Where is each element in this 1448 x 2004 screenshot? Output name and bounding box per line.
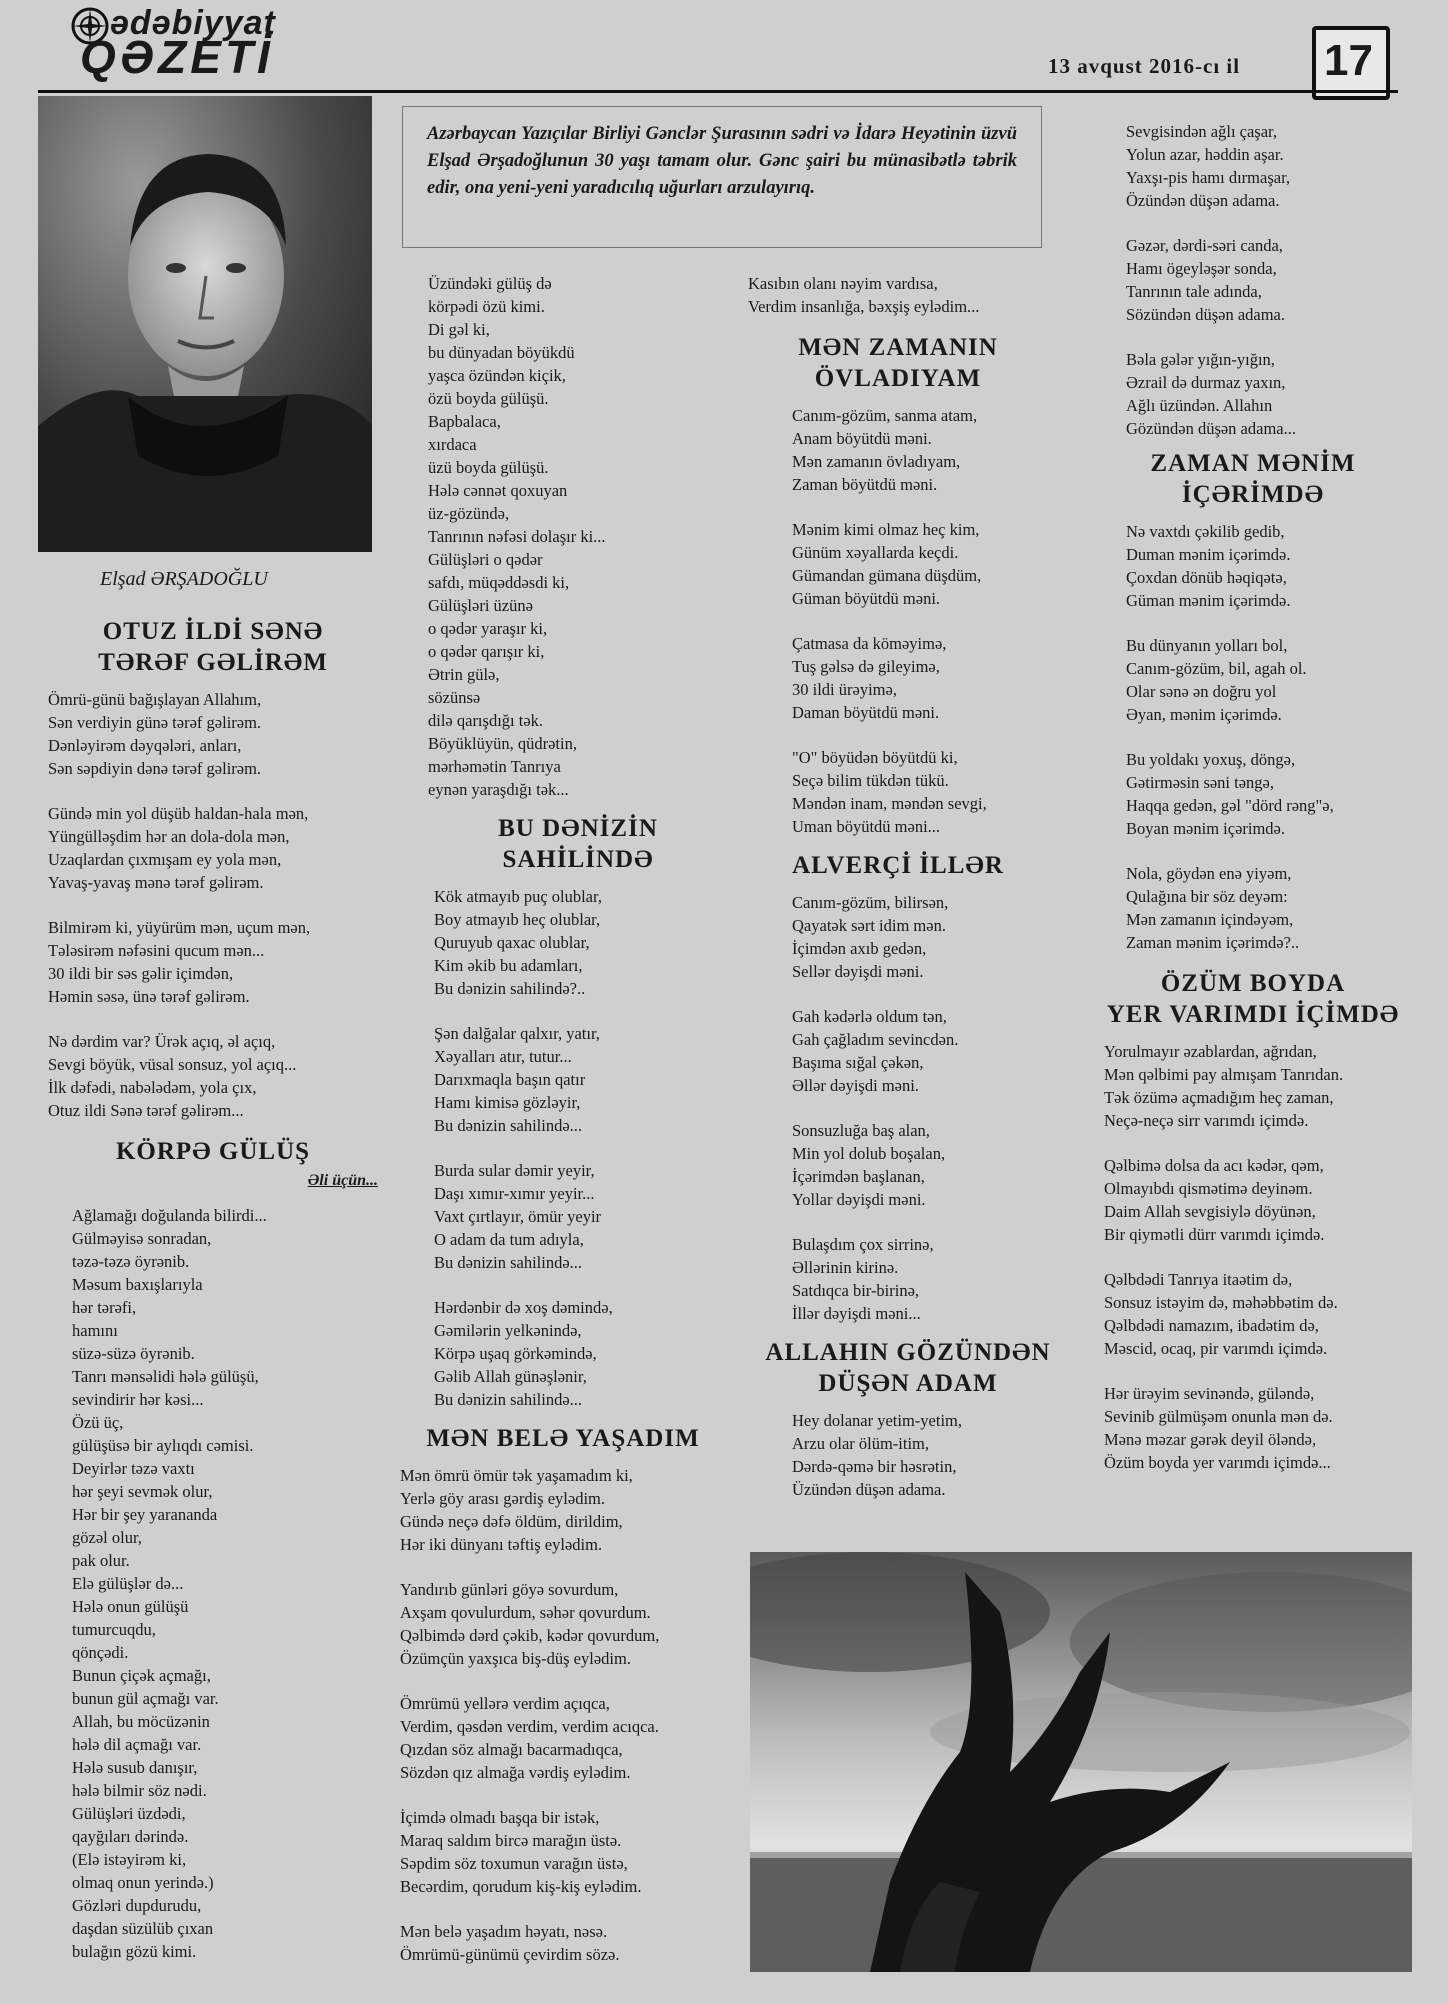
poem-stanza: İçimdə olmadı başqa bir istək, Maraq saldım bircə marağın üstə. Səpdim söz toxumun varağın üstə, Becərdim, qorudum kiş-kiş eylədim. [400,1808,642,1896]
poem-stanza: Bu dünyanın yolları bol, Canım-gözüm, bil, agah ol. Olar sənə ən doğru yol Əyan, mənim içərimdə. [1126,636,1307,724]
page-number-box [1312,26,1390,100]
poem-stanza: Nola, göydən enə yiyəm, Qulağına bir söz deyəm: Mən zamanın içindəyəm, Zaman mənim içərimdə?.. [1126,864,1300,952]
sculpture-photo [750,1552,1412,1972]
poem-dedication: Əli üçün... [307,1172,378,1189]
intro-box: Azərbaycan Yazıçılar Birliyi Gənclər Şurasının sədri və İdarə Heyətinin üzvü Elşad Ərşadoğlunun 30 yaşı tamam olur. Gənc şairi bu münasibətlə təbrik edir, ona yeni-yeni yaradıcılıq uğurları arzulayırıq. [402,106,1042,248]
header-rule [38,90,1398,93]
poem-stanza: Ömrümü yellərə verdim açıqca, Verdim, qəsdən verdim, verdim acıqca. Qızdan söz almağı bacarmadıqca, Sözdən qız almağa vərdiş eylədim. [400,1694,659,1782]
poem-stanza: Mən belə yaşadım həyatı, nəsə. Ömrümü-günümü çevirdim sözə. [400,1922,620,1964]
poem-stanza: Ömrü-günü bağışlayan Allahım, Sən verdiyin günə tərəf gəlirəm. Dənləyirəm dəyqələri, anları, Sən səpdiyin dənə tərəf gəlirəm. [48,690,262,778]
poem-title: OTUZ İLDİ SƏNƏ TƏRƏF GƏLİRƏM [98,618,328,676]
poem-stanza: Burda sular dəmir yeyir, Daşı xımır-xımır yeyir... Vaxt çırtlayır, ömür yeyir O adam da tum adıyla, Bu dənizin sahilində... [434,1161,602,1272]
poem-stanza: Bu yoldakı yoxuş, döngə, Gətirməsin səni təngə, Haqqa gedən, gəl "dörd rəng"ə, Boyan mənim içərimdə. [1126,750,1334,838]
poem-stanza: Bulaşdım çox sirrinə, Əllərinin kirinə. Satdıqca bir-birinə, İllər dəyişdi məni... [792,1235,934,1323]
column-1 [48,616,378,1985]
poem-stanza: "O" böyüdən böyütdü ki, Seçə bilim tükdən tükü. Məndən inam, məndən sevgi, Uman böyütdü məni... [792,748,987,836]
poem-stanza: Sevgisindən ağlı çaşar, Yolun azar, həddin aşar. Yaxşı-pis hamı dırmaşar, Özündən düşən adama. [1126,122,1291,210]
poem-stanza: Nə dərdim var? Ürək açıq, əl açıq, Sevgi böyük, vüsal sonsuz, yol açıq... İlk dəfədi, nabələdəm, yola çıx, Otuz ildi Sənə tərəf gəlirəm... [48,1032,297,1120]
poem-stanza: Yandırıb günləri göyə sovurdum, Axşam qovulurdum, səhər qovurdum. Qəlbimdə dərd çəkib, kədər qovurdum, Özümçün yaxşıca biş-düş eylədim. [400,1580,660,1668]
poem-stanza: Gah kədərlə oldum tən, Gah çağladım sevincdən. Başıma sığal çəkən, Əllər dəyişdi məni. [792,1007,959,1095]
poem-title: MƏN ZAMANIN ÖVLADIYAM [798,334,998,392]
column-2 [400,272,728,1988]
poem-title: BU DƏNİZİN SAHİLİNDƏ [498,815,658,873]
poem-stanza: Gəzər, dərdi-səri canda, Hamı ögeyləşər sonda, Tanrının tale adında, Sözündən düşən adama. [1126,236,1285,324]
poem-stanza: Üzündəki gülüş də körpədi özü kimi. Di gəl ki, bu dünyadan böyükdü yaşca özündən kiçik, özü boyda gülüşü. Bapbalaca, xırdaca üzü boyda gülüşü. Hələ cənnət qoxuyan üz-gözündə, Tanrının nəfəsi dolaşır ki... Gülüşləri o qədər safdı, müqəddəsdi ki, Gülüşləri üzünə o qədər yaraşır ki, o qədər qarışır ki, Ətrin gülə, sözünsə dilə qarışdığı tək. Böyüklüyün, qüdrətin, mərhəmətin Tanrıya eynən yaraşdığı tək... [428,274,606,799]
issue-date: 13 avqust 2016-cı il [1048,54,1241,78]
poem-title: MƏN BELƏ YAŞADIM [426,1425,700,1452]
poem-stanza: Canım-gözüm, bilirsən, Qayatək sərt idim mən. İçimdən axıb gedən, Sellər dəyişdi məni. [792,893,949,981]
poem-stanza: Hərdənbir də xoş dəmində, Gəmilərin yelkənində, Körpə uşaq görkəmində, Gəlib Allah günəşlənir, Bu dənizin sahilində... [434,1298,613,1409]
poem-stanza: Qəlbimə dolsa da acı kədər, qəm, Olmayıbdı qismətimə deyinəm. Daim Allah sevgisiylə döyünən, Bir qiymətli dürr varımdı içimdə. [1104,1156,1325,1244]
page-number: 17 [1324,36,1373,85]
author-photo [38,96,372,552]
poem-stanza: Nə vaxtdı çəkilib gedib, Duman mənim içərimdə. Çoxdan dönüb həqiqətə, Güman mənim içərimdə. [1126,522,1291,610]
poem-stanza: Qəlbdədi Tanrıya itaətim də, Sonsuz istəyim də, məhəbbətim də. Qəlbdədi namazım, ibadətim də, Məscid, ocaq, pir varımdı içimdə. [1104,1270,1338,1358]
poem-stanza: Bəla gələr yığın-yığın, Əzrail də durmaz yaxın, Ağlı üzündən. Allahın Gözündən düşən adama... [1126,350,1296,438]
column-4 [1088,120,1418,1496]
poem-title: ALLAHIN GÖZÜNDƏN DÜŞƏN ADAM [765,1339,1051,1397]
poem-title: ÖZÜM BOYDA YER VARIMDI İÇİMDƏ [1106,970,1400,1028]
poem-stanza: Mənim kimi olmaz heç kim, Günüm xəyallarda keçdi. Gümandan gümana düşdüm, Güman böyütdü məni. [792,520,982,608]
poem-stanza: Gündə min yol düşüb haldan-hala mən, Yüngülləşdim hər an dola-dola mən, Uzaqlardan çıxmışam ey yola mən, Yavaş-yavaş mənə tərəf gəlirəm. [48,804,309,892]
poem-title: ZAMAN MƏNİM İÇƏRİMDƏ [1150,450,1356,508]
poem-stanza: Kasıbın olanı nəyim vardısa, Verdim insanlığa, bəxşiş eylədim... [748,274,980,316]
newspaper-logo [70,4,300,83]
column-3 [748,272,1078,1523]
poem-stanza: Şən dalğalar qalxır, yatır, Xəyalları atır, tutur... Darıxmaqla başın qatır Hamı kimisə gözləyir, Bu dənizin sahilində... [434,1024,600,1135]
poem-stanza: Çatmasa da köməyimə, Tuş gəlsə də gileyimə, 30 ildi ürəyimə, Daman böyütdü məni. [792,634,947,722]
poem-stanza: Sonsuzluğa baş alan, Min yol dolub boşalan, İçərimdən başlanan, Yollar dəyişdi məni. [792,1121,946,1209]
author-caption: Elşad ƏRŞADOĞLU [100,568,268,590]
poem-stanza: Yorulmayır əzablardan, ağrıdan, Mən qəlbimi pay almışam Tanrıdan. Tək özümə açmadığım heç zaman, Neçə-neçə sirr varımdı içimdə. [1104,1042,1344,1130]
poem-stanza: Ağlamağı doğulanda bilirdi... Gülməyisə sonradan, təzə-təzə öyrənib. Məsum baxışlarıyla hər tərəfi, hamını süzə-süzə öyrənib. Tanrı mənsəlidi hələ gülüşü, sevindirir hər kəsi... Özü üç, gülüşüsə bir aylıqdı cəmisi. Deyirlər təzə vaxtı hər şeyi sevmək olur, Hər bir şey yarananda gözəl olur, pak olur. Elə gülüşlər də... Hələ onun gülüşü tumurcuqdu, qönçədi. Bunun çiçək açmağı, bunun gül açmağı var. Allah, bu möcüzənin hələ dil açmağı var. Hələ susub danışır, hələ bilmir söz nədi. Gülüşləri üzdədi, qayğıları dərində. (Elə istəyirəm ki, olmaq onun yerində.) Gözləri dupdurudu, daşdan süzülüb çıxan bulağın gözü kimi. [72,1206,267,1961]
logo-top-text: ədəbiyyat [110,4,276,42]
poem-stanza: Hər ürəyim sevinəndə, güləndə, Sevinib gülmüşəm onunla mən də. Mənə məzar gərək deyil öləndə, Özüm boyda yer varımdı içimdə... [1104,1384,1333,1472]
poem-stanza: Kök atmayıb puç olublar, Boy atmayıb heç olublar, Quruyub qaxac olublar, Kim əkib bu adamları, Bu dənizin sahilində?.. [434,887,602,998]
poem-title: KÖRPƏ GÜLÜŞ [115,1138,311,1165]
poem-title: ALVERÇİ İLLƏR [792,852,1004,879]
logo-bottom-text: QƏZETİ [80,31,274,83]
poem-stanza: Hey dolanar yetim-yetim, Arzu olar ölüm-itim, Dərdə-qəmə bir həsrətin, Üzündən düşən adama. [792,1411,962,1499]
poem-stanza: Bilmirəm ki, yüyürüm mən, uçum mən, Tələsirəm nəfəsini qucum mən... 30 ildi bir səs gəlir içimdən, Həmin səsə, ünə tərəf gəlirəm. [48,918,311,1006]
poem-stanza: Canım-gözüm, sanma atam, Anam böyütdü məni. Mən zamanın övladıyam, Zaman böyütdü məni. [792,406,978,494]
poem-stanza: Mən ömrü ömür tək yaşamadım ki, Yerlə göy arası gərdiş eylədim. Gündə neçə dəfə öldüm, dirildim, Hər iki dünyanı təftiş eylədim. [400,1466,633,1554]
